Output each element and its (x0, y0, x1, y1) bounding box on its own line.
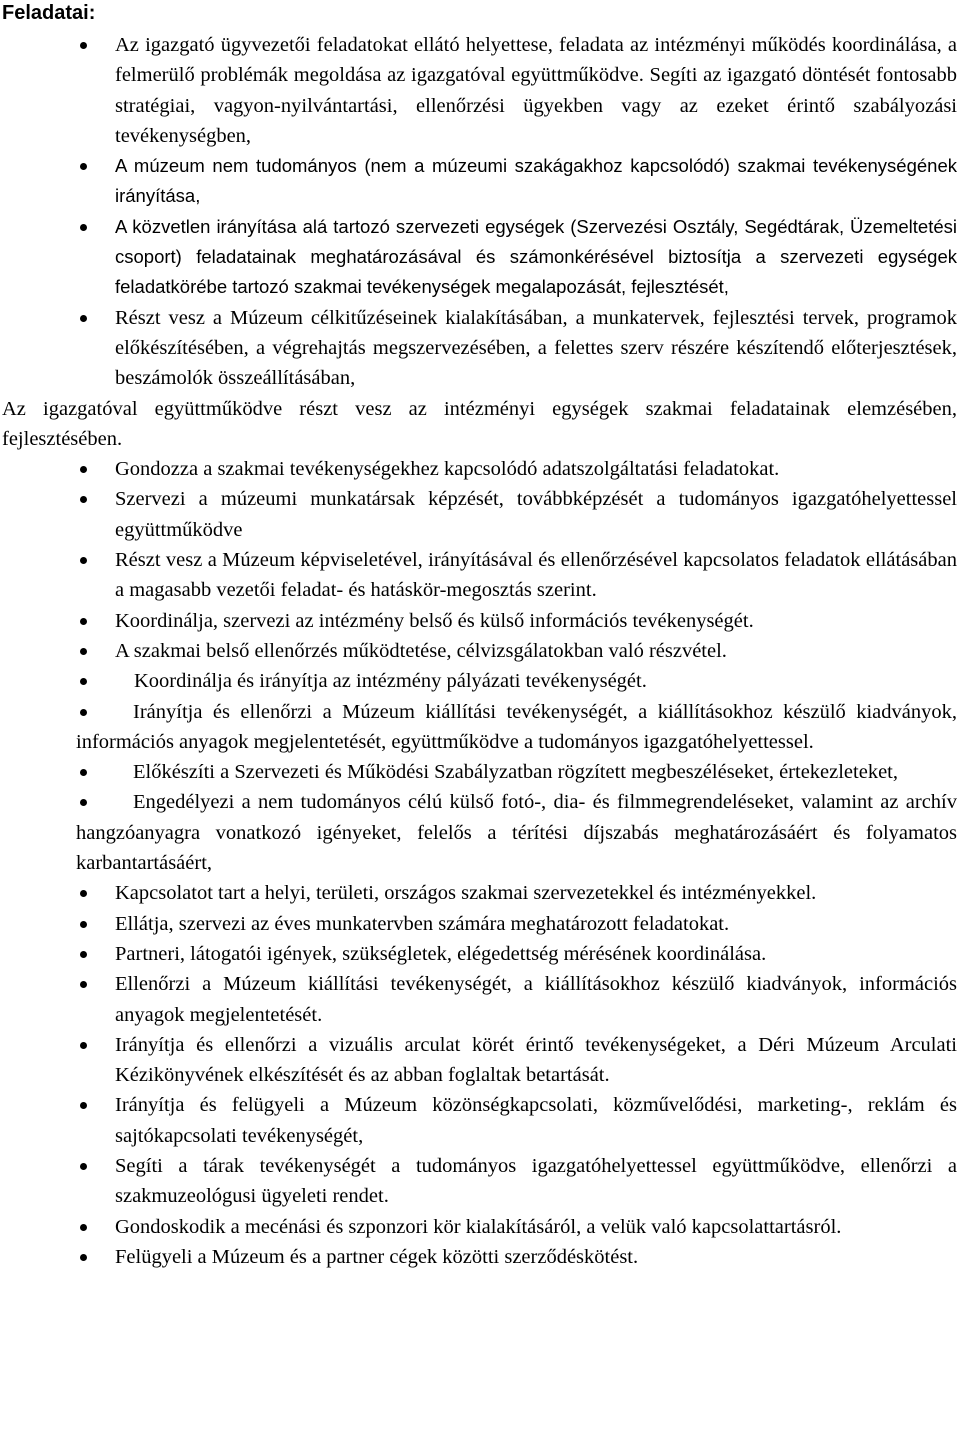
bullet-icon (80, 981, 87, 988)
duties-list-3 (2, 697, 957, 879)
bullet-icon (80, 496, 87, 503)
list-item: Előkészíti a Szervezeti és Működési Szabályzatban rögzített megbeszéléseket, értekezleteket, (2, 757, 957, 787)
bullet-icon (80, 1102, 87, 1109)
paragraph-text: Az igazgatóval együttműködve részt vesz az intézményi egységek szakmai feladatainak elemzésében, fejlesztésében. (2, 397, 957, 450)
list-item: Koordinálja, szervezi az intézmény belső és külső információs tevékenységét. (2, 606, 957, 636)
list-item: Irányítja és felügyeli a Múzeum közönségkapcsolati, közművelődési, marketing-, reklám és sajtókapcsolati tevékenységét, (2, 1090, 957, 1151)
bullet-icon (80, 557, 87, 564)
bullet-icon (80, 42, 87, 49)
bullet-icon (80, 466, 87, 473)
list-item: Részt vesz a Múzeum képviseletével, irányításával és ellenőrzésével kapcsolatos feladatok ellátásában a magasabb vezetői feladat- és hatáskör-megosztás szerint. (2, 545, 957, 606)
bullet-icon (80, 163, 87, 170)
list-item: Szervezi a múzeumi munkatársak képzését, továbbképzését a tudományos igazgatóhelyettessel együttműködve (2, 484, 957, 545)
section-heading: Feladatai: (2, 2, 96, 24)
list-item: Irányítja és ellenőrzi a Múzeum kiállítási tevékenységét, a kiállításokhoz készülő kiadványok, információs anyagok megjelentetését, együttműködve a tudományos igazgatóhelyettessel. (76, 700, 957, 753)
list-item: Ellenőrzi a Múzeum kiállítási tevékenységét, a kiállításokhoz készülő kiadványok, információs anyagok megjelentetését. (2, 969, 957, 1030)
list-item: Részt vesz a Múzeum célkitűzéseinek kialakításában, a munkatervek, fejlesztési tervek, programok előkészítésében, a végrehajtás megszervezésében, a felettes szerv részére készítendő előterjesztések, beszámolók összeállításában, (2, 303, 957, 394)
list-item: Koordinálja és irányítja az intézmény pályázati tevékenységét. (2, 666, 957, 696)
list-item: Partneri, látogatói igények, szükségletek, elégedettség mérésének koordinálása. (2, 939, 957, 969)
list-item: Gondoskodik a mecénási és szponzori kör kialakításáról, a velük való kapcsolattartásról. (2, 1212, 957, 1242)
bullet-icon (80, 709, 87, 716)
bullet-icon (80, 921, 87, 928)
bullet-icon (80, 1042, 87, 1049)
bullet-icon (80, 224, 87, 231)
bullet-icon (80, 890, 87, 897)
list-item: Az igazgató ügyvezetői feladatokat ellátó helyettese, feladata az intézményi működés koordinálása, a felmerülő problémák megoldása az igazgatóval együttműködve. Segíti az igazgató döntését fontosabb stratégiai, vagyon-nyilvántartási, ellenőrzési ügyekben vagy az ezeket érintő szabályozási tevékenységben, (2, 30, 957, 151)
bullet-icon (80, 1254, 87, 1261)
bullet-icon (80, 648, 87, 655)
list-item: Engedélyezi a nem tudományos célú külső fotó-, dia- és filmmegrendeléseket, valamint az archív hangzóanyagra vonatkozó igényeket, felelős a térítési díjszabás meghatározásáért és folyamatos karbantartásáért, (76, 791, 957, 875)
duties-list-1 (2, 30, 957, 394)
bullet-icon (80, 1163, 87, 1170)
list-item: Kapcsolatot tart a helyi, területi, országos szakmai szervezetekkel és intézményekkel. (2, 878, 957, 908)
bullet-icon (80, 1224, 87, 1231)
bullet-icon (80, 678, 87, 685)
list-item: Gondozza a szakmai tevékenységekhez kapcsolódó adatszolgáltatási feladatokat. (2, 454, 957, 484)
list-item: Segíti a tárak tevékenységét a tudományos igazgatóhelyettessel együttműködve, ellenőrzi a szakmuzeológusi ügyeleti rendet. (2, 1151, 957, 1212)
list-item: A múzeum nem tudományos (nem a múzeumi szakágakhoz kapcsolódó) szakmai tevékenységének irányítása, (2, 151, 957, 212)
duties-list-2 (2, 454, 957, 696)
duties-list-4 (2, 878, 957, 1272)
bullet-icon (80, 951, 87, 958)
bullet-icon (80, 618, 87, 625)
list-item: A szakmai belső ellenőrzés működtetése, célvizsgálatokban való részvétel. (2, 636, 957, 666)
list-item: Ellátja, szervezi az éves munkatervben számára meghatározott feladatokat. (2, 909, 957, 939)
list-item: Felügyeli a Múzeum és a partner cégek közötti szerződéskötést. (2, 1242, 957, 1272)
list-item: Irányítja és ellenőrzi a vizuális arculat körét érintő tevékenységeket, a Déri Múzeum Arculati Kézikönyvének elkészítését és az abban foglaltak betartását. (2, 1030, 957, 1091)
bullet-icon (80, 315, 87, 322)
list-item: A közvetlen irányítása alá tartozó szervezeti egységek (Szervezési Osztály, Segédtárak, Üzemeltetési csoport) feladatainak meghatározásával és számonkérésével biztosítja a szervezeti egységek feladatkörébe tartozó szakmai tevékenységek megalapozását, fejlesztését, (2, 212, 957, 303)
